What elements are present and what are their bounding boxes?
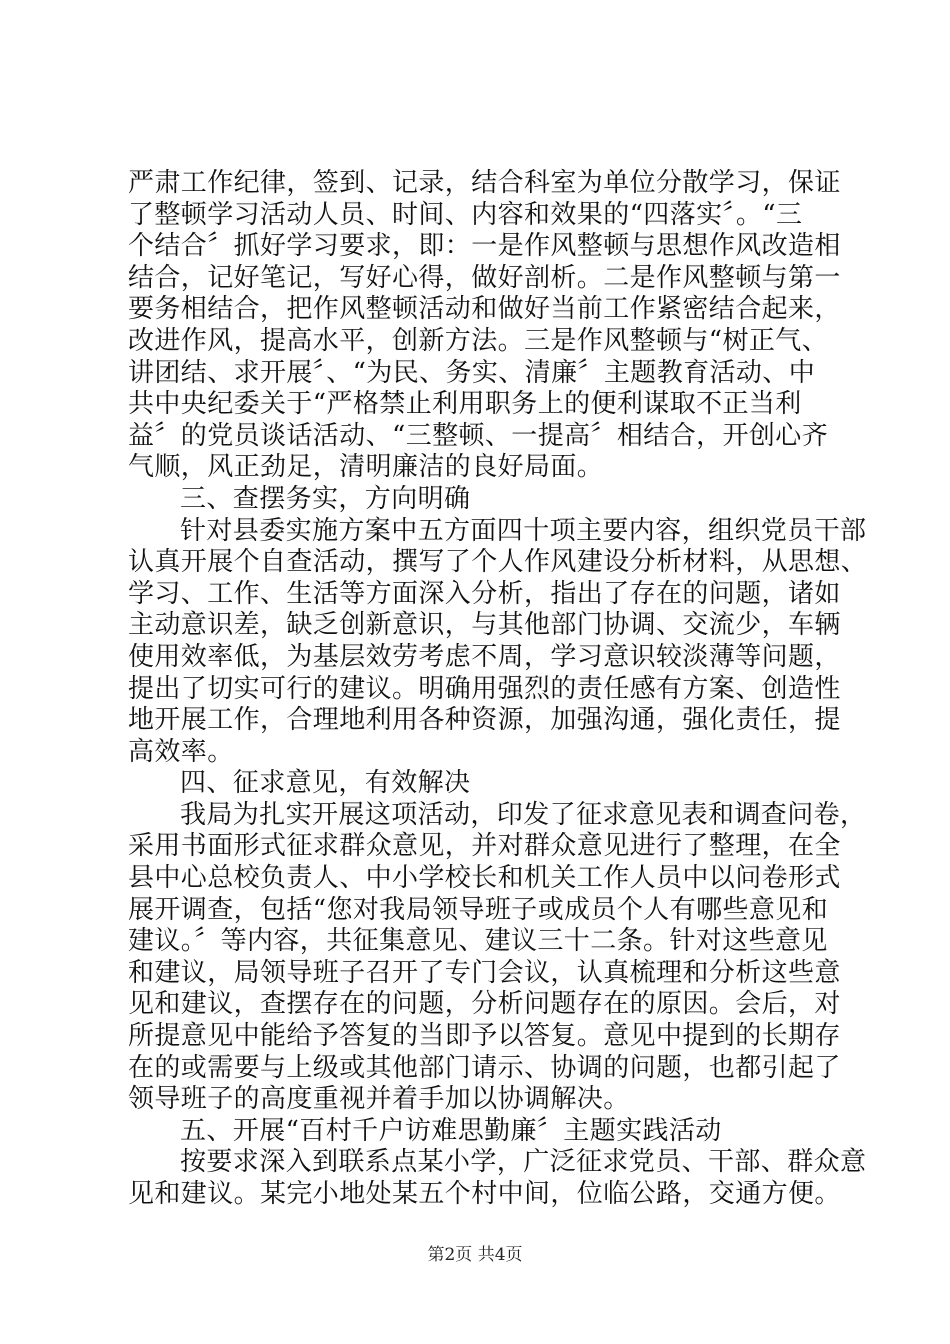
text-line: 要务相结合，把作风整顿活动和做好当前工作紧密结合起来， [128, 294, 841, 325]
text-line: 县中心总校负责人、中小学校长和机关工作人员中以问卷形式 [128, 863, 841, 894]
text-line: 按要求深入到联系点某小学，广泛征求党员、干部、群众意 [180, 1147, 867, 1178]
text-line: 展开调查，包括“您对我局领导班子或成员个人有哪些意见和 [128, 894, 829, 925]
text-line: 个结合〞抓好学习要求，即：一是作风整顿与思想作风改造相 [128, 231, 841, 262]
text-line: 使用效率低，为基层效劳考虑不周，学习意识较淡薄等问题， [128, 641, 841, 672]
text-line: 见和建议。某完小地处某五个村中间，位临公路，交通方便。 [128, 1179, 841, 1209]
text-line: 我局为扎实开展这项活动，印发了征求意见表和调查问卷， [180, 799, 867, 830]
text-line: 提出了切实可行的建议。明确用强烈的责任感有方案、创造性 [128, 673, 841, 704]
text-line: 采用书面形式征求群众意见，并对群众意见进行了整理，在全 [128, 831, 841, 862]
page-footer: 第2页 共4页 [427, 1245, 523, 1265]
text-line: 严肃工作纪律，签到、记录，结合科室为单位分散学习，保证 [128, 168, 841, 198]
text-line: 认真开展个自查活动，撰写了个人作风建设分析材料，从思想、 [128, 547, 868, 578]
text-line: 共中央纪委关于“严格禁止利用职务上的便利谋取不正当利 [128, 389, 802, 420]
text-line: 五、开展“百村千户访难思勤廉〞主题实践活动 [180, 1115, 722, 1146]
text-line: 建议。〞等内容，共征集意见、建议三十二条。针对这些意见 [128, 926, 828, 957]
document-body [128, 168, 868, 1211]
text-line: 领导班子的高度重视并着手加以协调解决。 [128, 1084, 630, 1115]
text-line: 和建议，局领导班子召开了专门会议，认真梳理和分析这些意 [128, 957, 841, 988]
text-line: 所提意见中能给予答复的当即予以答复。意见中提到的长期存 [128, 1021, 841, 1052]
text-line: 针对县委实施方案中五方面四十项主要内容，组织党员干部 [180, 515, 867, 546]
text-line: 了整顿学习活动人员、时间、内容和效果的“四落实〞。“三 [128, 199, 803, 230]
text-line: 三、查摆务实，方向明确 [180, 483, 471, 514]
text-line: 高效率。 [128, 736, 234, 767]
text-line: 益〞的党员谈话活动、“三整顿、一提高〞相结合，开创心齐 [128, 420, 829, 451]
text-line: 气顺，风正劲足，清明廉洁的良好局面。 [128, 452, 604, 483]
text-line: 改进作风，提高水平，创新方法。三是作风整顿与“树正气、 [128, 325, 829, 356]
text-line: 讲团结、求开展〞、“为民、务实、清廉〞主题教育活动、中 [128, 357, 816, 388]
text-line: 在的或需要与上级或其他部门请示、协调的问题，也都引起了 [128, 1052, 841, 1083]
text-line: 地开展工作，合理地利用各种资源，加强沟通，强化责任，提 [128, 705, 841, 736]
text-line: 学习、工作、生活等方面深入分析，指出了存在的问题，诸如 [128, 578, 841, 609]
text-line: 主动意识差，缺乏创新意识，与其他部门协调、交流少，车辆 [128, 610, 841, 641]
text-line: 结合，记好笔记，写好心得，做好剖析。二是作风整顿与第一 [128, 262, 841, 293]
text-line: 四、征求意见，有效解决 [180, 768, 471, 799]
text-line: 见和建议，查摆存在的问题，分析问题存在的原因。会后，对 [128, 989, 841, 1020]
